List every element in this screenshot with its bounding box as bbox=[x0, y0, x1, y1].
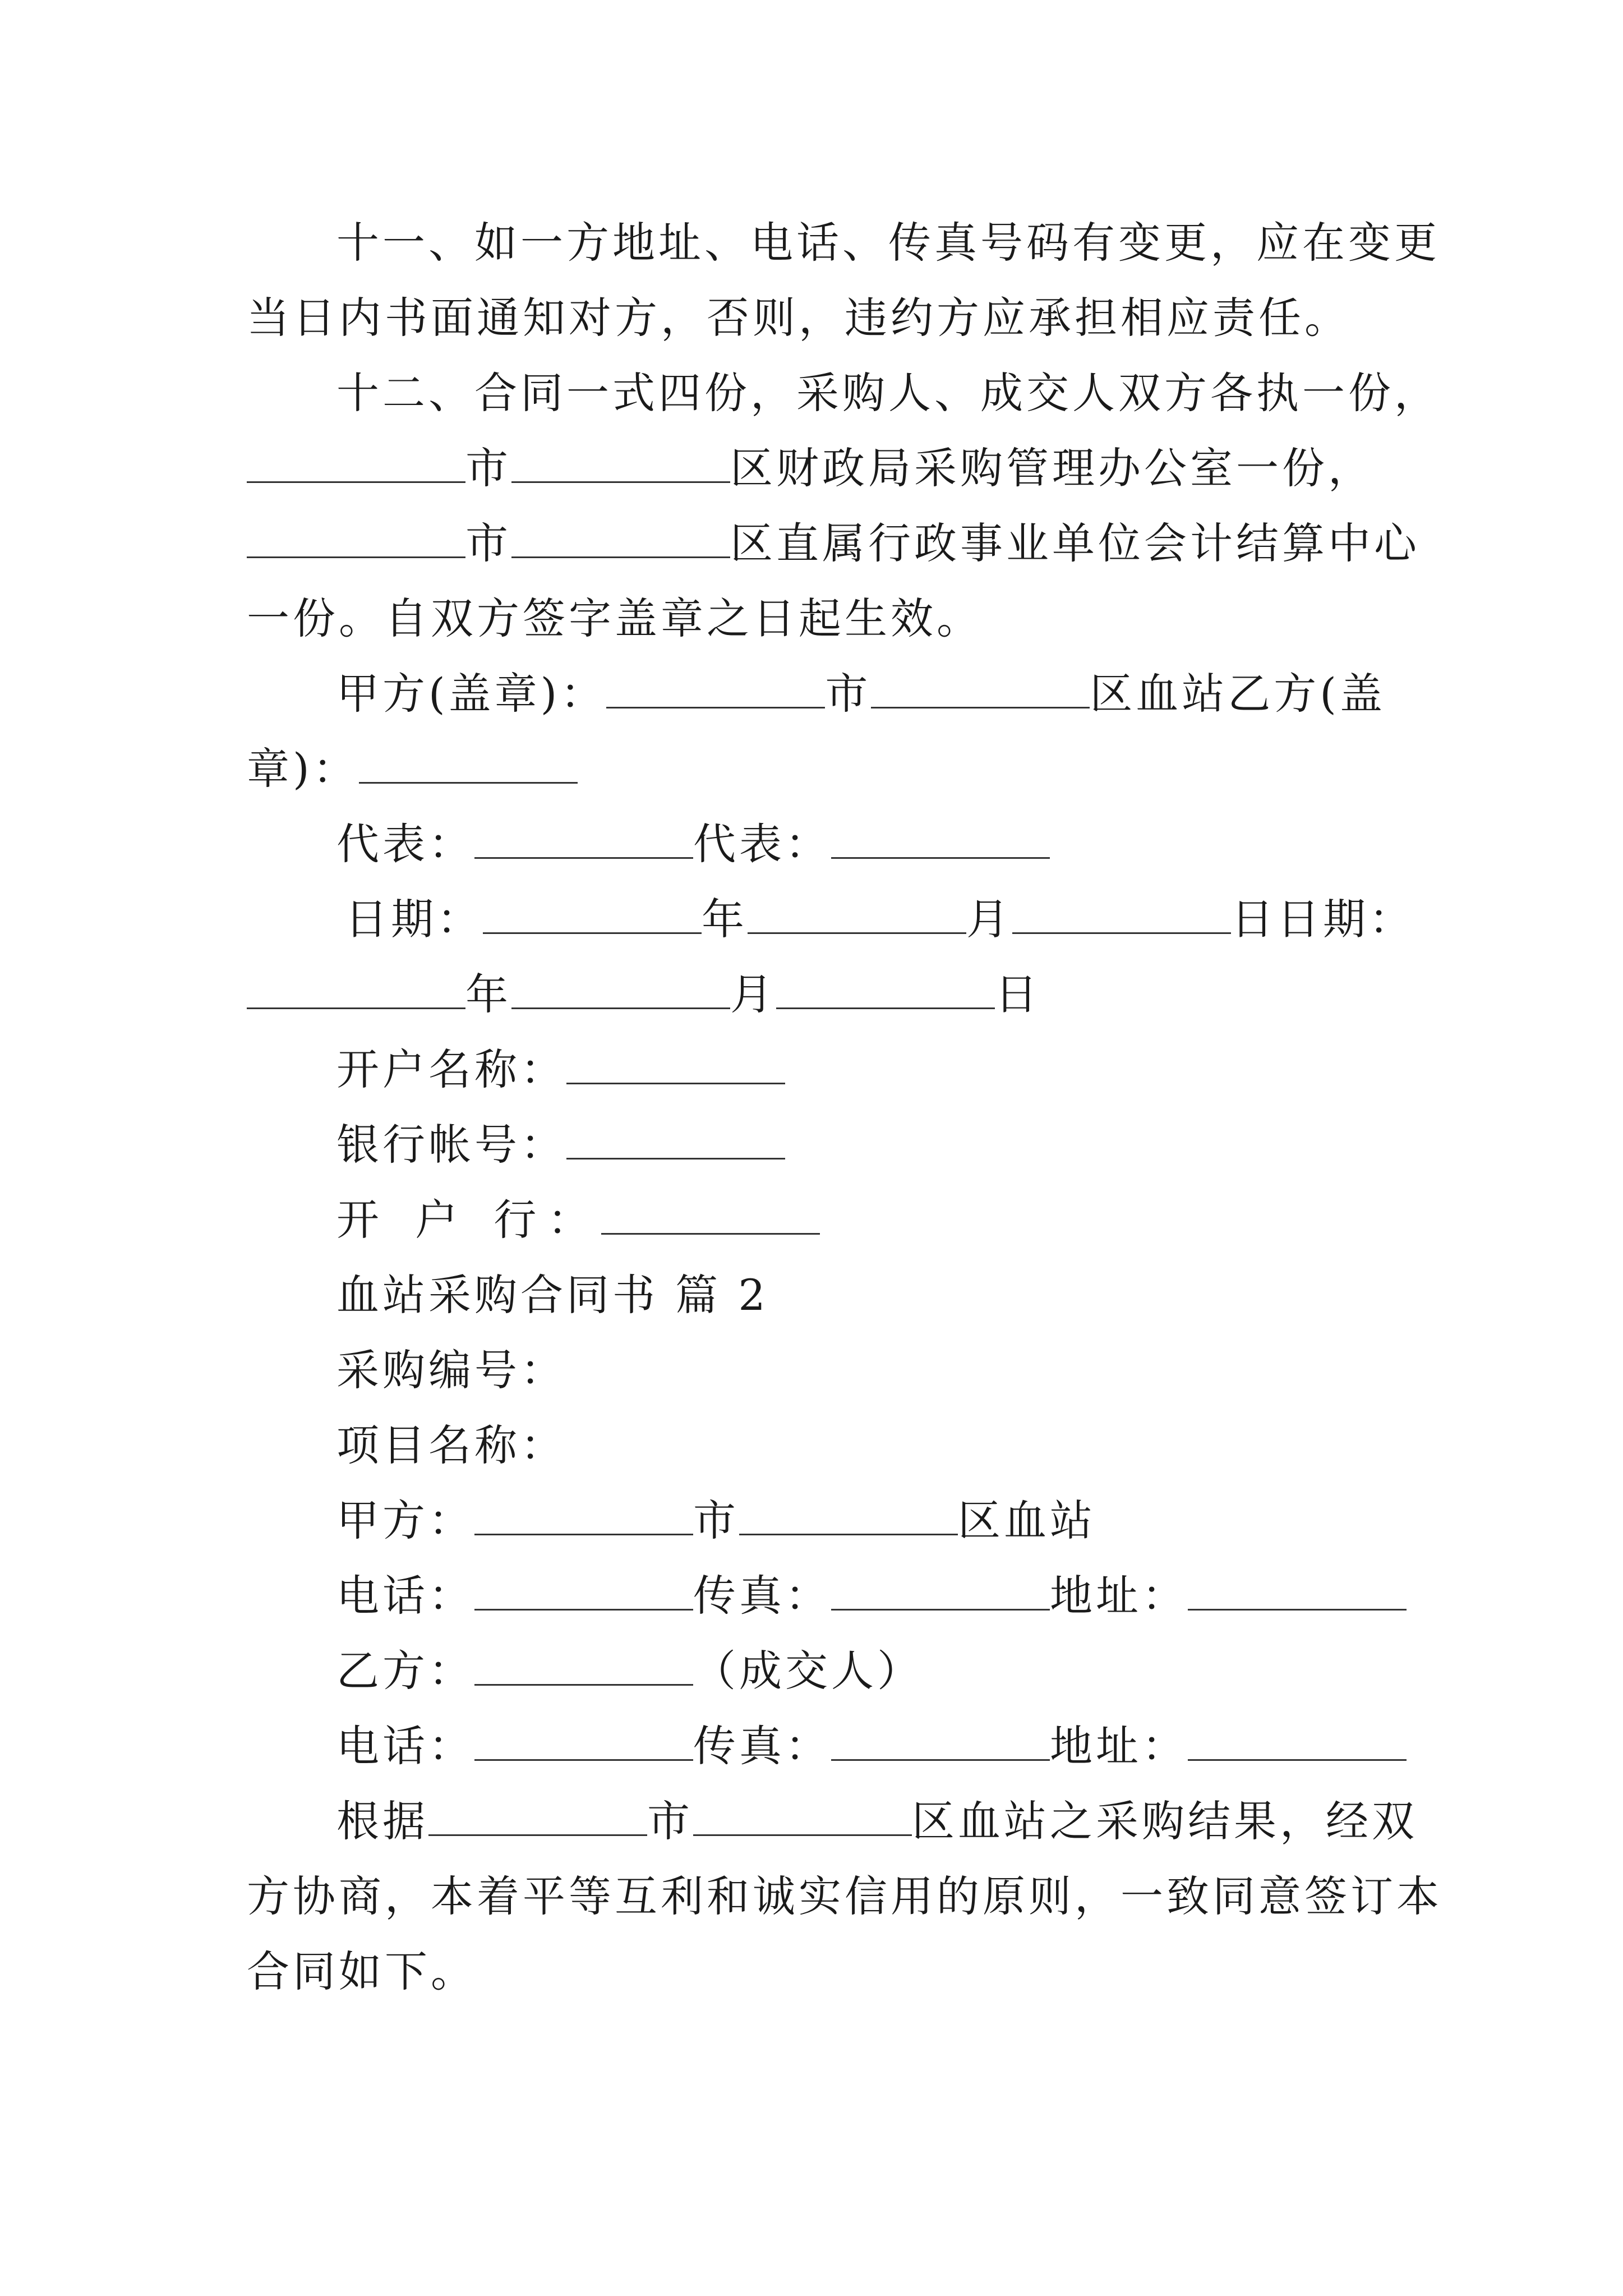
day-word: 日 bbox=[995, 969, 1041, 1019]
date-label: 日期： bbox=[345, 894, 483, 944]
city-word: 市 bbox=[693, 1496, 739, 1545]
blank-field[interactable] bbox=[739, 1494, 958, 1535]
blank-field[interactable] bbox=[566, 1119, 785, 1159]
phone-label: 电话： bbox=[336, 1571, 474, 1621]
basis-line-3: 合同如下。 bbox=[247, 1947, 477, 1996]
date-line bbox=[345, 889, 1415, 950]
blank-field[interactable] bbox=[511, 517, 730, 558]
blank-field[interactable] bbox=[428, 1795, 647, 1836]
date-line-2 bbox=[247, 964, 1041, 1025]
signature-party-line bbox=[336, 663, 1386, 725]
day-date-label: 日日期： bbox=[1231, 894, 1415, 944]
clause-12-line-3-text: 区直属行政事业单位会计结算中心 bbox=[730, 518, 1420, 568]
blank-field[interactable] bbox=[474, 818, 693, 859]
rep-label-a: 代表： bbox=[336, 819, 474, 869]
basis-text: 区血站之采购结果，经双 bbox=[912, 1796, 1418, 1846]
blank-field[interactable] bbox=[1188, 1720, 1407, 1761]
blank-field[interactable] bbox=[693, 1795, 912, 1836]
phone-label: 电话： bbox=[336, 1721, 474, 1771]
blank-field[interactable] bbox=[483, 893, 702, 934]
clause-12-line-2-text: 区财政局采购管理办公室一份， bbox=[730, 443, 1374, 493]
blood-station-party-b-label: 区血站乙方(盖 bbox=[1090, 669, 1386, 719]
account-name-label: 开户名称： bbox=[336, 1045, 566, 1094]
year-word: 年 bbox=[465, 969, 511, 1019]
city-word: 市 bbox=[647, 1796, 693, 1846]
clause-12-line-3 bbox=[247, 513, 1420, 574]
blank-field[interactable] bbox=[511, 442, 730, 483]
basis-line-1 bbox=[336, 1791, 1418, 1852]
blank-field[interactable] bbox=[474, 1720, 693, 1761]
city-word: 市 bbox=[465, 443, 511, 493]
basis-line-2: 方协商，本着平等互利和诚实信用的原则，一致同意签订本 bbox=[247, 1871, 1442, 1921]
clause-11-line-2: 当日内书面通知对方，否则，违约方应承担相应责任。 bbox=[247, 293, 1350, 343]
blank-field[interactable] bbox=[247, 517, 465, 558]
blank-field[interactable] bbox=[247, 968, 465, 1009]
bank-line bbox=[336, 1189, 820, 1251]
party-b-seal-line bbox=[247, 738, 578, 800]
blank-field[interactable] bbox=[871, 668, 1090, 708]
blank-field[interactable] bbox=[1012, 893, 1231, 934]
purchase-number-label: 采购编号： bbox=[336, 1345, 566, 1395]
project-name-label: 项目名称： bbox=[336, 1420, 566, 1470]
blank-field[interactable] bbox=[831, 818, 1050, 859]
blank-field[interactable] bbox=[748, 893, 966, 934]
party-b-label: 乙方： bbox=[336, 1646, 474, 1696]
clause-12-line-4: 一份。自双方签字盖章之日起生效。 bbox=[247, 593, 983, 643]
representative-line bbox=[336, 813, 1050, 875]
blank-field[interactable] bbox=[776, 968, 995, 1009]
blank-field[interactable] bbox=[247, 442, 465, 483]
party-b-contact-line bbox=[336, 1715, 1407, 1777]
blank-field[interactable] bbox=[606, 668, 825, 708]
blank-field[interactable] bbox=[831, 1570, 1050, 1611]
blank-field[interactable] bbox=[474, 1494, 693, 1535]
clause-12-line-1: 十二、合同一式四份，采购人、成交人双方各执一份， bbox=[336, 368, 1440, 418]
account-number-line bbox=[336, 1114, 785, 1176]
blank-field[interactable] bbox=[831, 1720, 1050, 1761]
month-word: 月 bbox=[966, 894, 1012, 944]
blank-field[interactable] bbox=[474, 1570, 693, 1611]
blank-field[interactable] bbox=[474, 1645, 693, 1686]
blood-station-label: 区血站 bbox=[958, 1496, 1096, 1545]
bank-label: 开 户 行： bbox=[336, 1195, 602, 1245]
party-a-contact-line bbox=[336, 1565, 1407, 1627]
year-word: 年 bbox=[702, 894, 748, 944]
blank-field[interactable] bbox=[566, 1043, 785, 1084]
blank-field[interactable] bbox=[511, 968, 730, 1009]
city-word: 市 bbox=[825, 669, 872, 719]
fax-label: 传真： bbox=[693, 1571, 831, 1621]
rep-label-b: 代表： bbox=[693, 819, 831, 869]
blank-field[interactable] bbox=[359, 743, 578, 784]
party-a-seal-label: 甲方(盖章)： bbox=[336, 669, 607, 719]
basis-label: 根据 bbox=[336, 1796, 428, 1846]
account-number-label: 银行帐号： bbox=[336, 1120, 566, 1170]
blank-field[interactable] bbox=[1188, 1570, 1407, 1611]
month-word: 月 bbox=[730, 969, 776, 1019]
account-name-line bbox=[336, 1039, 785, 1101]
party-b-seal-label-end: 章)： bbox=[247, 744, 359, 794]
party-b-note: （成交人） bbox=[693, 1646, 923, 1696]
address-label: 地址： bbox=[1050, 1721, 1188, 1771]
clause-11-line-1: 十一、如一方地址、电话、传真号码有变更，应在变更 bbox=[336, 218, 1440, 268]
address-label: 地址： bbox=[1050, 1571, 1188, 1621]
blank-field[interactable] bbox=[601, 1194, 820, 1235]
clause-12-line-2 bbox=[247, 438, 1374, 499]
party-a-line bbox=[336, 1490, 1096, 1552]
party-a-label: 甲方： bbox=[336, 1496, 474, 1545]
section-2-heading: 血站采购合同书 篇 2 bbox=[336, 1270, 769, 1320]
fax-label: 传真： bbox=[693, 1721, 831, 1771]
city-word: 市 bbox=[465, 518, 511, 568]
party-b-line bbox=[336, 1640, 923, 1702]
